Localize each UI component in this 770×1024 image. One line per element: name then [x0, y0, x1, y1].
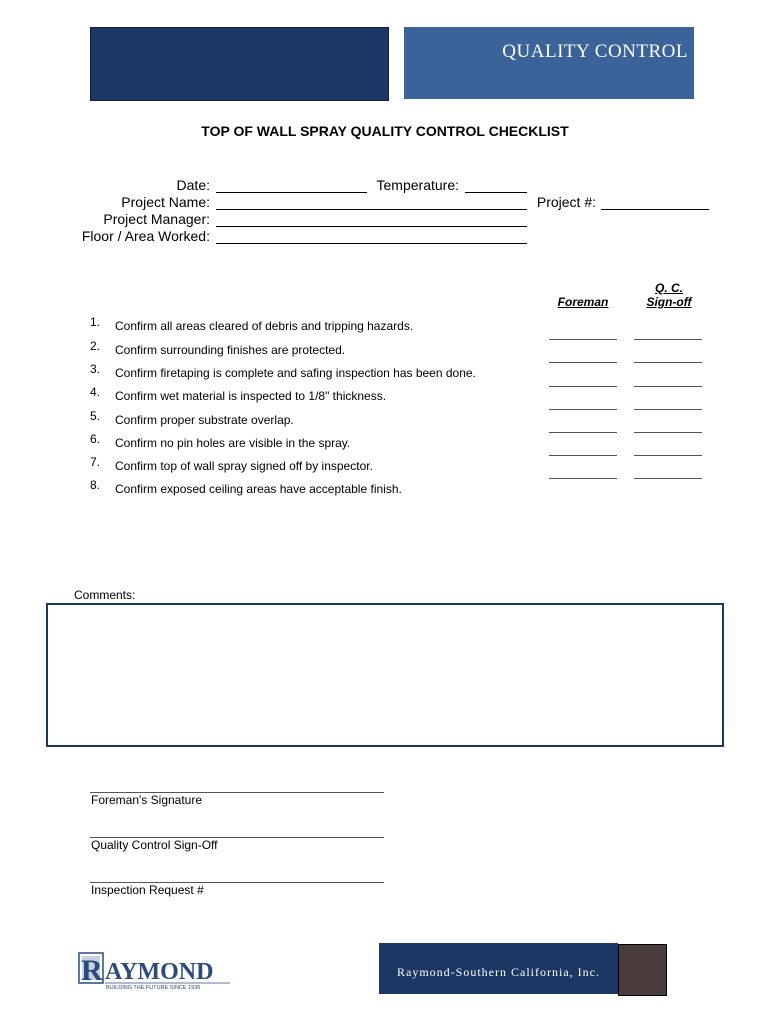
foreman-signoff-line[interactable] [549, 338, 617, 340]
svg-text:R: R [81, 954, 103, 987]
floor-area-field[interactable] [216, 229, 527, 244]
svg-text:BUILDING THE FUTURE SINCE 1936: BUILDING THE FUTURE SINCE 1936 [106, 985, 201, 990]
qc-signoff-line[interactable] [634, 385, 702, 387]
item-number: 6. [89, 432, 100, 446]
qc-signoff-line[interactable] [634, 477, 702, 479]
project-number-field[interactable] [601, 195, 709, 210]
foreman-signoff-line[interactable] [549, 431, 617, 433]
qc-signoff-line[interactable] [634, 454, 702, 456]
item-number: 3. [89, 362, 100, 376]
checklist-item: Confirm all areas cleared of debris and tripping hazards. [115, 319, 414, 333]
item-number: 2. [89, 339, 100, 353]
qc-signoff-line[interactable] [634, 338, 702, 340]
item-number: 8. [89, 478, 100, 492]
checklist-item: Confirm wet material is inspected to 1/8" thickness. [115, 389, 387, 403]
qc-signoff-line[interactable] [634, 361, 702, 363]
date-label: Date: [176, 177, 210, 193]
qc-signoff-line[interactable] [634, 408, 702, 410]
qc-column-header-line1: Q. C. [654, 281, 683, 295]
checklist-item: Confirm proper substrate overlap. [115, 413, 294, 427]
project-manager-label: Project Manager: [103, 211, 210, 227]
header-dark-panel [90, 27, 389, 101]
foreman-signoff-line[interactable] [549, 477, 617, 479]
date-field[interactable] [216, 178, 367, 193]
inspection-request-label: Inspection Request # [91, 883, 204, 897]
foreman-column-header: Foreman [557, 295, 609, 309]
header-title: QUALITY CONTROL [502, 41, 688, 62]
item-number: 7. [89, 455, 100, 469]
foreman-signoff-line[interactable] [549, 454, 617, 456]
header-title-panel [404, 27, 694, 99]
floor-area-label: Floor / Area Worked: [81, 228, 210, 244]
qc-signoff-line[interactable] [634, 431, 702, 433]
checklist-item: Confirm firetaping is complete and safing inspection has been done. [115, 366, 476, 380]
item-number: 4. [89, 385, 100, 399]
footer-company-panel [379, 943, 618, 994]
temperature-label: Temperature: [376, 177, 459, 193]
project-name-label: Project Name: [121, 194, 210, 210]
qc-column-header-line2: Sign-off [646, 295, 692, 309]
footer-company-name: Raymond-Southern California, Inc. [397, 965, 600, 979]
project-name-field[interactable] [216, 195, 527, 210]
document-title: TOP OF WALL SPRAY QUALITY CONTROL CHECKLIST [201, 123, 569, 139]
checklist-item: Confirm surrounding finishes are protected. [115, 343, 346, 357]
svg-text:AYMOND: AYMOND [105, 959, 214, 985]
temperature-field[interactable] [465, 178, 527, 193]
comments-label: Comments: [74, 588, 136, 602]
qc-signature-label: Quality Control Sign-Off [91, 838, 218, 852]
item-number: 1. [89, 315, 100, 329]
project-manager-field[interactable] [216, 212, 527, 227]
raymond-logo [78, 952, 232, 990]
item-number: 5. [89, 409, 100, 423]
foreman-signature-label: Foreman's Signature [91, 793, 203, 807]
checklist-item: Confirm exposed ceiling areas have acceptable finish. [115, 482, 402, 496]
checklist-item: Confirm top of wall spray signed off by inspector. [115, 459, 373, 473]
footer-accent-block [618, 944, 667, 996]
raymond-logo-graphic [78, 952, 232, 990]
foreman-signoff-line[interactable] [549, 361, 617, 363]
foreman-signoff-line[interactable] [549, 408, 617, 410]
project-number-label: Project #: [536, 194, 596, 210]
comments-box[interactable] [46, 603, 724, 747]
checklist-item: Confirm no pin holes are visible in the spray. [115, 436, 351, 450]
foreman-signoff-line[interactable] [549, 385, 617, 387]
